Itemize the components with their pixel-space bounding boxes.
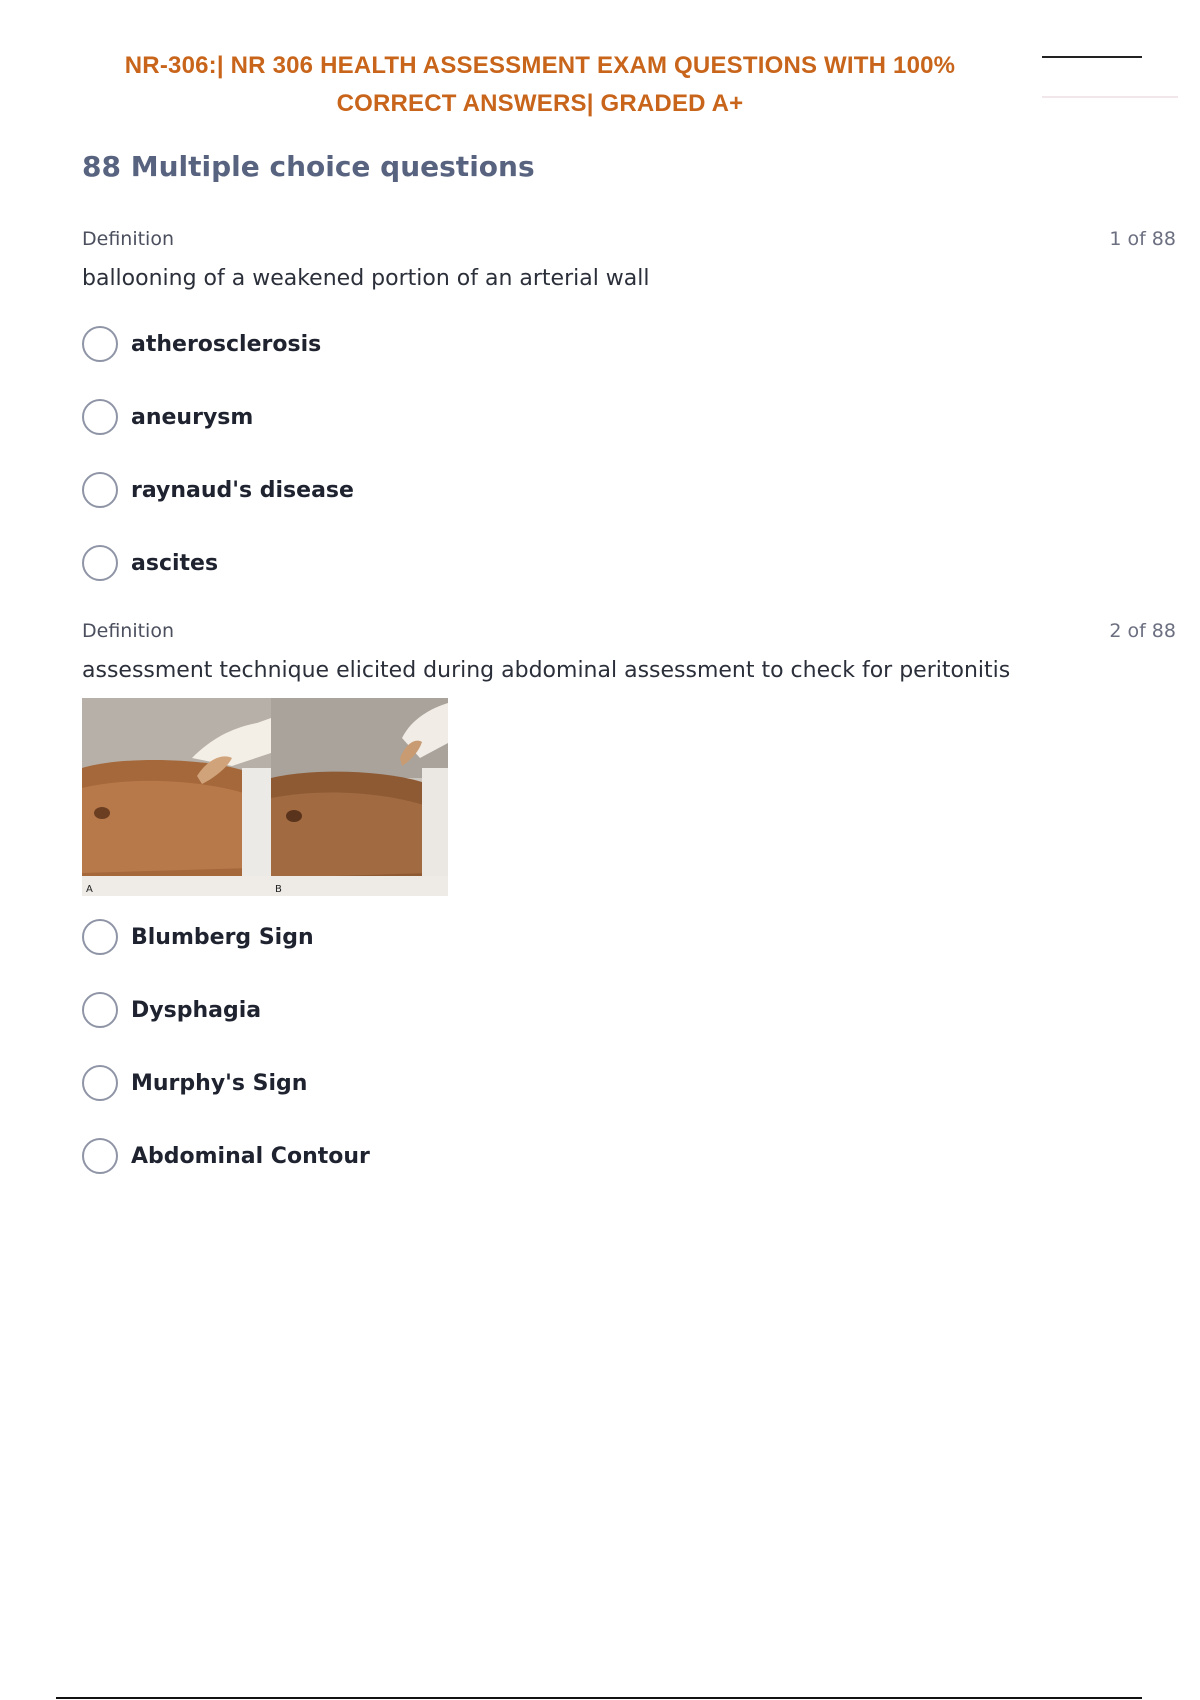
question-card-1: [82, 228, 1176, 588]
answer-option-ascites[interactable]: [82, 544, 218, 582]
question-text: assessment technique elicited during abdominal assessment to check for peritonitis: [82, 658, 1011, 683]
answer-option-label: Dysphagia: [131, 997, 262, 1023]
answer-option-label: Blumberg Sign: [131, 924, 314, 950]
question-label: Definition: [82, 620, 175, 642]
header-rule-faint: [1042, 96, 1178, 98]
answer-option-label: Murphy's Sign: [131, 1070, 308, 1096]
question-card-2: [82, 620, 1176, 1180]
question-image: [82, 698, 448, 896]
answer-option-label: aneurysm: [131, 404, 254, 430]
header-rule: [1042, 56, 1142, 58]
answer-option-murphys-sign[interactable]: [82, 1064, 307, 1102]
abdominal-exam-photo: [82, 698, 448, 896]
document-title: [60, 47, 1020, 123]
footer-rule: [56, 1697, 1142, 1699]
question-text: ballooning of a weakened portion of an arterial wall: [82, 266, 650, 291]
answer-option-raynauds-disease[interactable]: [82, 471, 354, 509]
answer-option-blumberg-sign[interactable]: [82, 918, 314, 956]
answer-option-label: ascites: [131, 550, 219, 576]
radio-button[interactable]: [82, 472, 118, 508]
answer-option-label: Abdominal Contour: [131, 1143, 370, 1169]
question-label: Definition: [82, 228, 175, 250]
question-counter: 1 of 88: [1109, 228, 1176, 250]
radio-button[interactable]: [82, 1138, 118, 1174]
radio-button[interactable]: [82, 992, 118, 1028]
answer-option-atherosclerosis[interactable]: [82, 325, 321, 363]
image-panel-letter-a: A: [86, 884, 93, 895]
question-counter: 2 of 88: [1109, 620, 1176, 642]
radio-button[interactable]: [82, 326, 118, 362]
document-title-line-2: CORRECT ANSWERS| GRADED A+: [336, 90, 744, 117]
document-title-line-1: NR-306:| NR 306 HEALTH ASSESSMENT EXAM QUESTIONS WITH 100%: [124, 52, 956, 79]
radio-button[interactable]: [82, 399, 118, 435]
answer-option-abdominal-contour[interactable]: [82, 1137, 370, 1175]
image-panel-letter-b: B: [275, 884, 282, 895]
answer-option-aneurysm[interactable]: [82, 398, 253, 436]
radio-button[interactable]: [82, 545, 118, 581]
answer-option-dysphagia[interactable]: [82, 991, 261, 1029]
answer-option-label: atherosclerosis: [131, 331, 322, 357]
radio-button[interactable]: [82, 1065, 118, 1101]
radio-button[interactable]: [82, 919, 118, 955]
answer-option-label: raynaud's disease: [131, 477, 354, 503]
section-title: 88 Multiple choice questions: [82, 150, 535, 183]
